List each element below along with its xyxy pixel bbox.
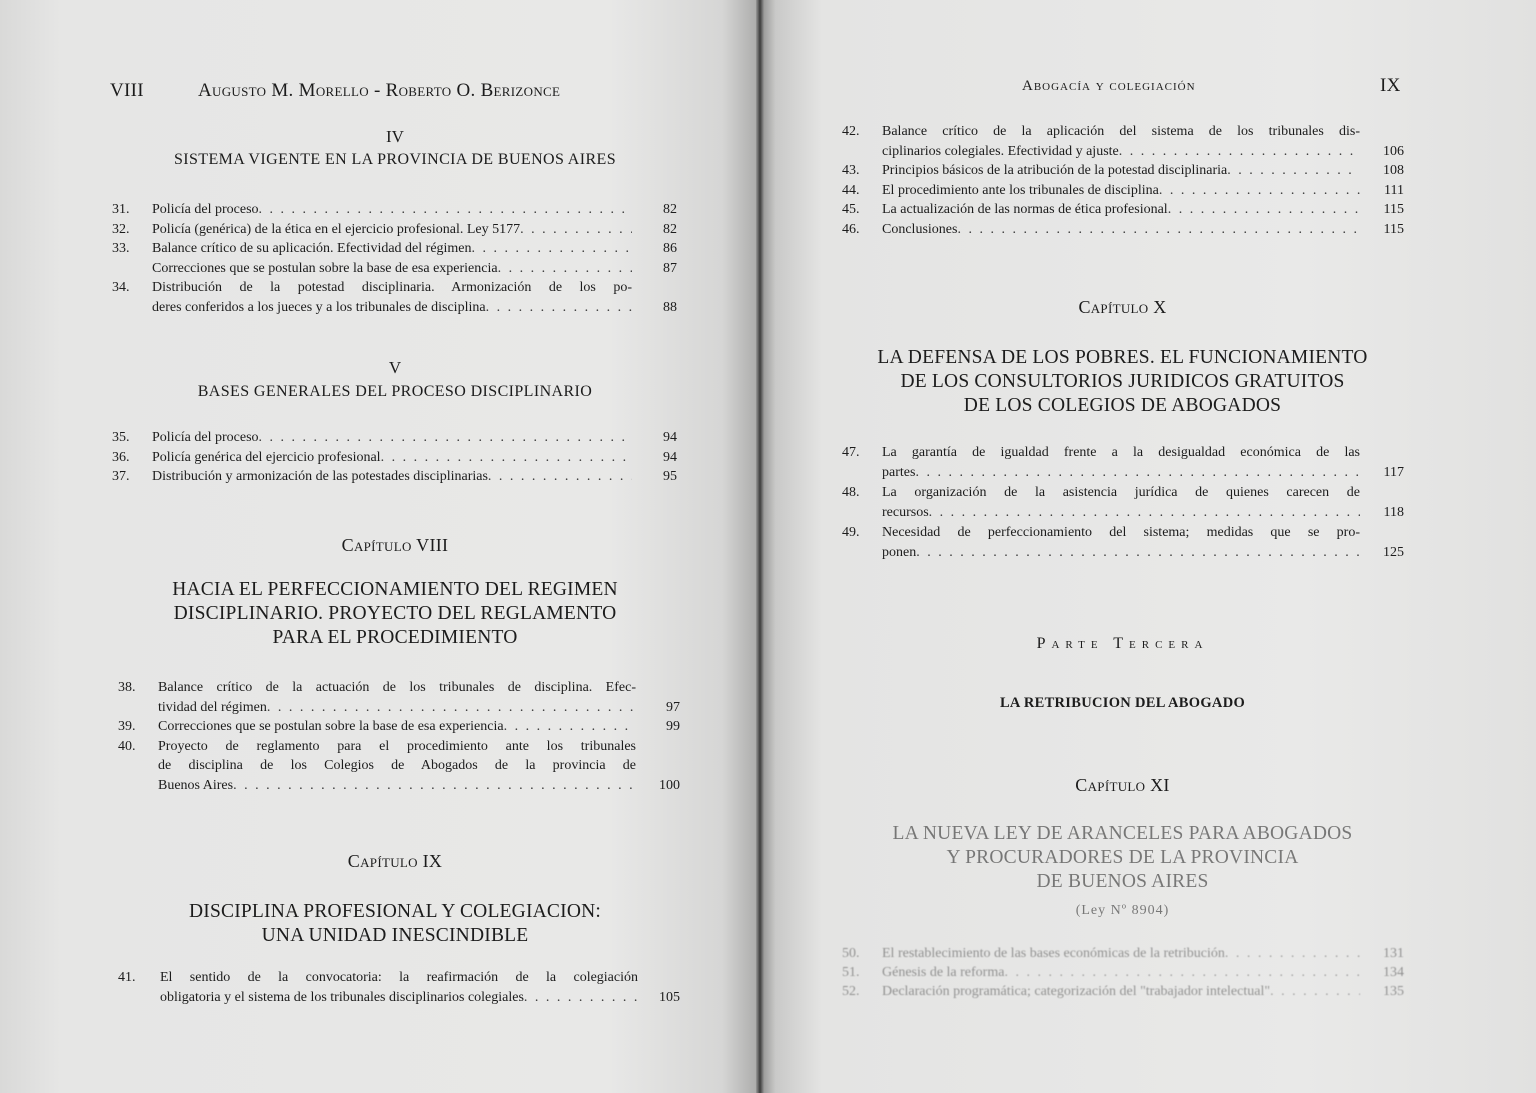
toc-entry-text: partes xyxy=(882,465,916,480)
toc-entry-text: Conclusiones xyxy=(882,221,958,237)
toc-entry xyxy=(842,483,1404,523)
toc-entry-page: 115 xyxy=(1383,221,1404,237)
toc-entry-text: Buenos Aires xyxy=(158,777,234,793)
dot-leader xyxy=(1225,944,1360,963)
toc-entry-text: ponen xyxy=(882,545,917,560)
dot-leader xyxy=(1159,181,1360,201)
toc-entry-page: 94 xyxy=(663,430,677,445)
toc-entry-number: 46. xyxy=(842,221,860,237)
toc-entry-page: 88 xyxy=(663,299,677,315)
chapter-x-title-line: LA DEFENSA DE LOS POBRES. EL FUNCIONAMIENTO xyxy=(877,347,1368,368)
dot-leader xyxy=(504,717,636,737)
chapter-viii-label: Capítulo VIII xyxy=(341,535,449,555)
toc-entry xyxy=(842,122,1404,161)
toc-entry-text: ciplinarios colegiales. Efectividad y ajuste xyxy=(882,143,1119,159)
left-page-number: VIII xyxy=(110,80,144,101)
dot-leader xyxy=(486,298,632,318)
toc-entry-page: 106 xyxy=(1383,143,1404,159)
toc-entry-text: Distribución y armonización de las potestades disciplinarias xyxy=(152,469,488,484)
toc-entry xyxy=(842,963,1404,982)
toc-entry-number: 39. xyxy=(118,719,136,734)
part-three-title: LA RETRIBUCION DEL ABOGADO xyxy=(999,695,1246,711)
toc-entry-text: Policía (genérica) de la ética en el ejercicio profesional. Ley 5177 xyxy=(152,221,521,237)
toc-entry-page: 134 xyxy=(1383,965,1404,980)
section-iv-number: IV xyxy=(386,127,404,146)
chapter-viii-title-line: PARA EL PROCEDIMIENTO xyxy=(272,627,518,648)
toc-entry-number: 36. xyxy=(112,449,130,465)
toc-entry-number: 45. xyxy=(842,202,860,217)
toc-entry-page: 125 xyxy=(1383,545,1404,560)
toc-entry-text: La garantía de igualdad frente a la desigualdad económica de las xyxy=(882,445,1360,460)
chapter-xi-label: Capítulo XI xyxy=(1075,775,1170,795)
chapter-x-title-line: DE LOS CONSULTORIOS JURIDICOS GRATUITOS xyxy=(900,371,1345,392)
toc-entry xyxy=(112,220,677,240)
toc-entry xyxy=(118,737,680,796)
dot-leader xyxy=(1270,982,1360,1001)
toc-entry-number: 50. xyxy=(842,946,860,961)
toc-entry xyxy=(842,200,1404,220)
toc-entry-page: 94 xyxy=(663,449,677,465)
toc-entry-text: Balance crítico de su aplicación. Efectividad del régimen xyxy=(152,241,472,256)
toc-entry-number: 42. xyxy=(842,124,860,139)
toc-entry-text: Correcciones que se postulan sobre la base de esa experiencia xyxy=(152,260,498,276)
toc-entry xyxy=(842,944,1404,963)
toc-entry-number: 31. xyxy=(112,202,130,217)
toc-entry-text: El restablecimiento de las bases económicas de la retribución xyxy=(882,946,1225,961)
left-running-header: Augusto M. Morello - Roberto O. Berizonce xyxy=(198,80,561,101)
toc-entry-text: Declaración programática; categorización del "trabajador intelectual" xyxy=(882,984,1271,999)
toc-entry-text: El sentido de la convocatoria: la reafirmación de la colegiación xyxy=(160,970,638,985)
toc-entry-page: 97 xyxy=(666,699,680,715)
toc-entry-number: 35. xyxy=(112,430,130,445)
toc-entry-number: 32. xyxy=(112,221,130,237)
chapter-xi-title-line: LA NUEVA LEY DE ARANCELES PARA ABOGADOS xyxy=(892,823,1353,844)
chapter-viii-title-line: DISCIPLINARIO. PROYECTO DEL REGLAMENTO xyxy=(173,603,617,624)
right-page-number: IX xyxy=(1380,75,1401,96)
toc-entry xyxy=(842,220,1404,240)
book-spine xyxy=(756,0,764,1093)
toc-entry-page: 117 xyxy=(1383,465,1404,480)
toc-entry xyxy=(112,239,677,259)
toc-entry-number: 47. xyxy=(842,445,860,460)
toc-entry-text: La actualización de las normas de ética profesional xyxy=(882,202,1168,217)
toc-entry xyxy=(112,448,677,468)
toc-entry-number: 52. xyxy=(842,984,860,999)
toc-entry-text: Policía del proceso xyxy=(152,430,259,445)
toc-entry xyxy=(112,259,677,279)
dot-leader xyxy=(498,259,632,279)
dot-leader xyxy=(915,463,1360,483)
toc-entry-text: Policía del proceso xyxy=(152,202,259,217)
toc-entry-number: 37. xyxy=(112,469,130,484)
toc-entry-text: Balance crítico de la actuación de los tribunales de disciplina. Efec- xyxy=(158,680,636,695)
toc-entry-page: 135 xyxy=(1383,984,1404,999)
dot-leader xyxy=(381,448,632,468)
chapter-xi-title xyxy=(850,822,1395,894)
dot-leader xyxy=(957,220,1360,240)
chapter-x-title xyxy=(850,346,1395,418)
section-v-title: BASES GENERALES DEL PROCESO DISCIPLINARIO xyxy=(197,383,593,400)
dot-leader xyxy=(259,428,632,448)
toc-entry-page: 118 xyxy=(1383,505,1404,520)
chapter-xi-title-line: DE BUENOS AIRES xyxy=(1036,871,1209,892)
toc-entry-text: deres conferidos a los jueces y a los tribunales de disciplina xyxy=(152,299,486,315)
toc-entry-page: 82 xyxy=(663,202,677,217)
toc-entry-number: 38. xyxy=(118,680,136,695)
toc-entry-page: 95 xyxy=(663,469,677,484)
chapter-x-label: Capítulo X xyxy=(1078,297,1167,317)
toc-entry xyxy=(118,717,680,737)
toc-entry-number: 48. xyxy=(842,485,860,500)
dot-leader xyxy=(1227,161,1360,181)
toc-entry-text: de disciplina de los Colegios de Abogados de la provincia de xyxy=(158,758,636,773)
dot-leader xyxy=(1168,200,1360,220)
toc-entry xyxy=(118,968,680,1008)
chapter-viii-title-line: HACIA EL PERFECCIONAMIENTO DEL REGIMEN xyxy=(172,579,618,600)
toc-entry-text: recursos xyxy=(882,505,929,520)
section-v-number: V xyxy=(388,358,402,377)
toc-entry-text: Principios básicos de la atribución de la potestad disciplinaria xyxy=(882,163,1228,178)
chapter-ix-title-line: DISCIPLINA PROFESIONAL Y COLEGIACION: xyxy=(188,901,602,922)
dot-leader xyxy=(488,467,632,487)
toc-entry xyxy=(112,428,677,448)
toc-entry xyxy=(112,278,677,317)
toc-entry-page: 111 xyxy=(1384,182,1404,198)
toc-entry xyxy=(118,678,680,717)
chapter-ix-title-line: UNA UNIDAD INESCINDIBLE xyxy=(261,925,529,946)
toc-entry xyxy=(842,523,1404,563)
toc-entry-number: 49. xyxy=(842,525,860,540)
toc-entry xyxy=(842,443,1404,483)
dot-leader xyxy=(916,543,1360,563)
toc-entry-page: 99 xyxy=(666,719,680,734)
toc-entry-number: 43. xyxy=(842,163,860,178)
dot-leader xyxy=(472,239,632,259)
toc-entry-number: 33. xyxy=(112,241,130,256)
toc-entry-number: 34. xyxy=(112,280,130,295)
toc-entry-text: El procedimiento ante los tribunales de disciplina xyxy=(882,182,1159,198)
toc-entry-page: 87 xyxy=(663,260,677,276)
toc-entry-page: 108 xyxy=(1383,163,1404,178)
toc-entry-page: 100 xyxy=(659,777,680,793)
chapter-ix-label: Capítulo IX xyxy=(347,851,443,871)
dot-leader xyxy=(267,698,636,718)
chapter-x-title-line: DE LOS COLEGIOS DE ABOGADOS xyxy=(963,395,1282,416)
toc-entry-text: La organización de la asistencia jurídica de quienes carecen de xyxy=(882,485,1360,500)
toc-entry-number: 44. xyxy=(842,182,860,198)
toc-entry-text: Necesidad de perfeccionamiento del sistema; medidas que se pro- xyxy=(882,525,1360,540)
toc-entry xyxy=(112,200,677,220)
dot-leader xyxy=(259,200,632,220)
right-running-header: Abogacía y colegiación xyxy=(1022,78,1196,94)
chapter-xi-subtitle: (Ley Nº 8904) xyxy=(1075,903,1170,918)
toc-entry-text: Génesis de la reforma xyxy=(882,965,1005,980)
toc-entry-text: tividad del régimen xyxy=(158,699,267,715)
dot-leader xyxy=(929,503,1360,523)
toc-entry-text: obligatoria y el sistema de los tribunales disciplinarios colegiales xyxy=(160,990,524,1005)
toc-entry-page: 131 xyxy=(1383,946,1404,961)
toc-entry-page: 105 xyxy=(659,990,680,1005)
toc-entry xyxy=(112,467,677,487)
toc-entry-text: Correcciones que se postulan sobre la base de esa experiencia xyxy=(158,719,504,734)
toc-entry-text: Proyecto de reglamento para el procedimiento ante los tribunales xyxy=(158,738,636,754)
toc-entry-text: Distribución de la potestad disciplinaria. Armonización de los po- xyxy=(152,280,632,295)
dot-leader xyxy=(1004,963,1360,982)
chapter-xi-title-line: Y PROCURADORES DE LA PROVINCIA xyxy=(946,847,1299,868)
dot-leader xyxy=(233,776,636,796)
toc-entry xyxy=(842,161,1404,181)
section-iv-title: SISTEMA VIGENTE EN LA PROVINCIA DE BUENOS AIRES xyxy=(173,151,617,168)
toc-entry-number: 41. xyxy=(118,970,136,985)
dot-leader xyxy=(524,988,638,1008)
dot-leader xyxy=(1119,142,1360,162)
toc-entry-page: 86 xyxy=(663,241,677,256)
chapter-viii-title xyxy=(110,578,680,650)
toc-entry-number: 40. xyxy=(118,738,136,754)
toc-entry-page: 115 xyxy=(1383,202,1404,217)
dot-leader xyxy=(520,220,632,240)
toc-entry-text: Balance crítico de la aplicación del sistema de los tribunales dis- xyxy=(882,124,1360,139)
toc-entry-text: Policía genérica del ejercicio profesional xyxy=(152,449,381,465)
toc-entry-number: 51. xyxy=(842,965,860,980)
toc-entry xyxy=(842,982,1404,1001)
toc-entry-page: 82 xyxy=(663,221,677,237)
chapter-ix-title xyxy=(110,900,680,948)
part-three-label: Parte Tercera xyxy=(1036,635,1209,652)
toc-entry xyxy=(842,181,1404,201)
